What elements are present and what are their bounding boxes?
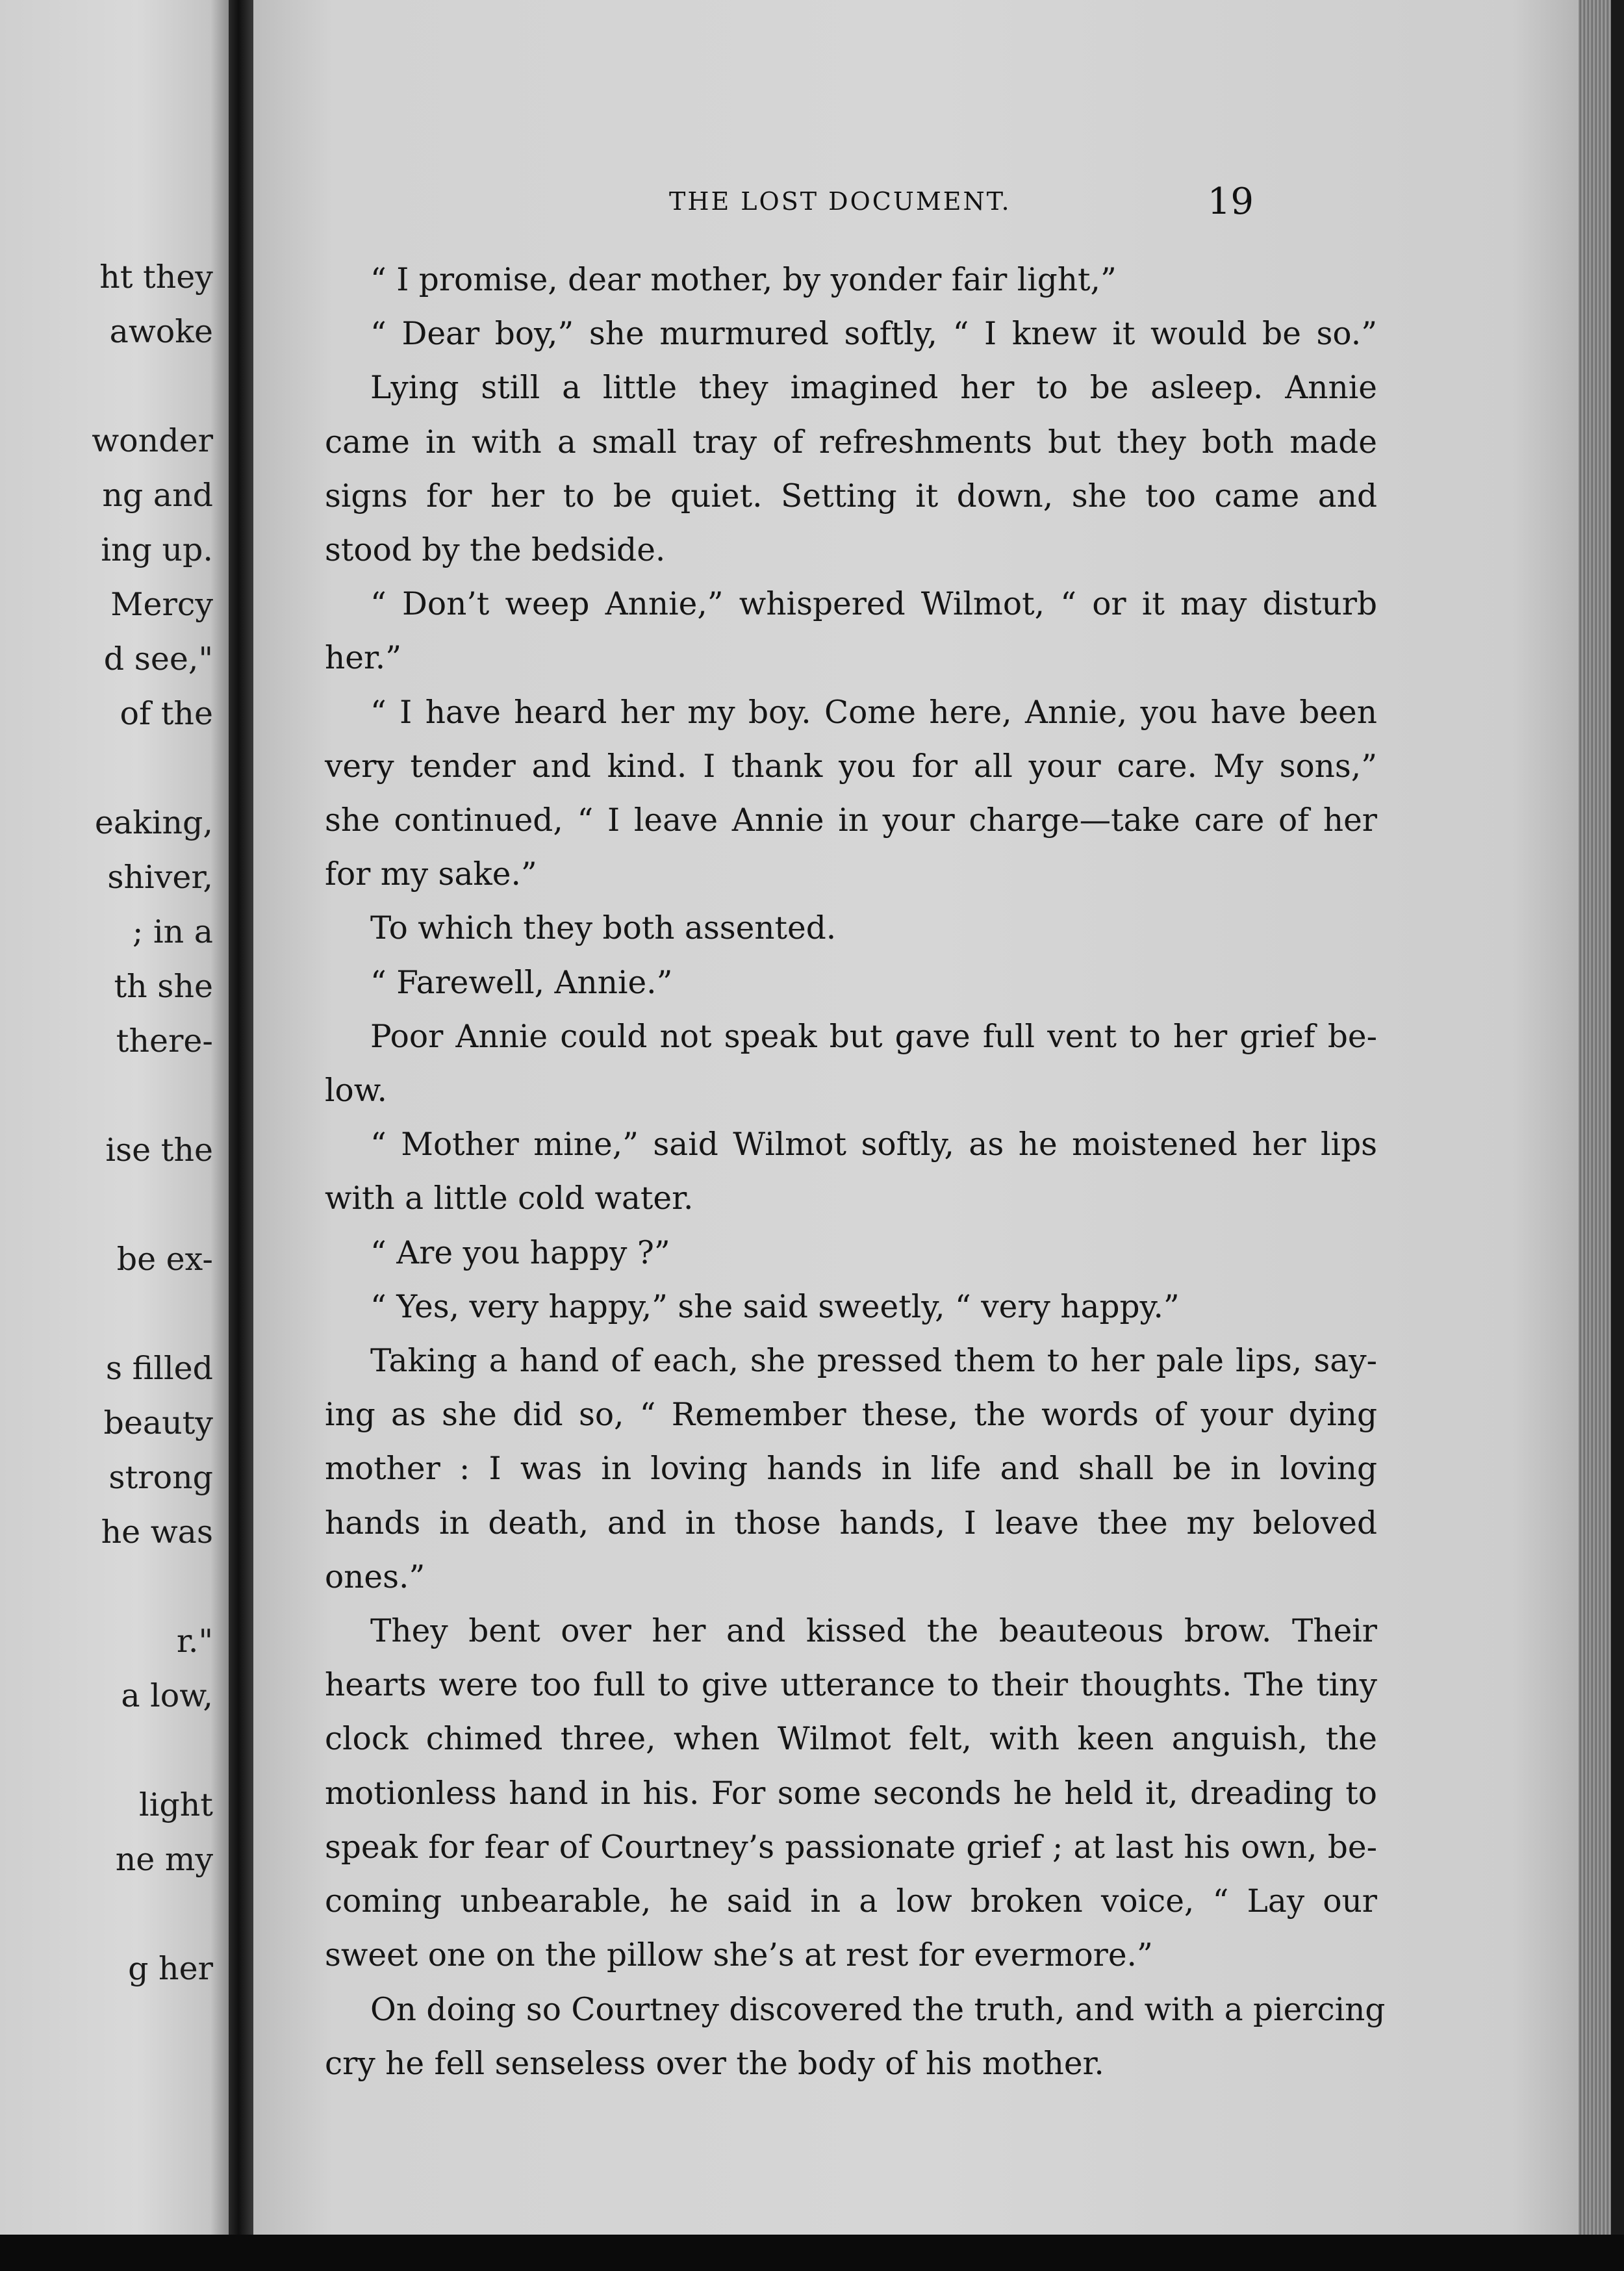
text-line: hearts were too full to give utterance to their thoughts. The tiny	[325, 1667, 1377, 1704]
left-page-fragment: of the	[120, 695, 213, 732]
left-page-fragment: Mercy	[110, 586, 213, 623]
left-page-fragment: th she	[114, 968, 213, 1005]
book-edge-shadow	[1611, 0, 1624, 2271]
text-line: hands in death, and in those hands, I leave thee my beloved	[325, 1504, 1377, 1541]
text-line: To which they both assented.	[370, 910, 837, 947]
text-line: “ I promise, dear mother, by yonder fair light,”	[370, 262, 1117, 298]
text-line: “ Don’t weep Annie,” whispered Wilmot, “ or it may disturb	[370, 586, 1377, 623]
text-line: motionless hand in his. For some seconds he held it, dreading to	[325, 1775, 1377, 1812]
text-line: Lying still a little they imagined her to be asleep. Annie	[370, 370, 1377, 407]
left-page-fragment: there-	[116, 1022, 213, 1059]
text-line: stood by the bedside.	[325, 532, 666, 569]
left-page-fragment: ise the	[105, 1132, 213, 1169]
text-line: her.”	[325, 640, 402, 677]
bottom-shadow	[0, 2235, 1624, 2271]
text-line: “ Yes, very happy,” she said sweetly, “ very happy.”	[370, 1288, 1180, 1325]
text-line: with a little cold water.	[325, 1180, 694, 1217]
text-line: mother : I was in loving hands in life and shall be in loving	[325, 1451, 1377, 1488]
text-line: ones.”	[325, 1558, 425, 1595]
left-page-fragment: ing up.	[101, 531, 213, 568]
text-line: she continued, “ I leave Annie in your charge—take care of her	[325, 802, 1377, 839]
left-page-fragment: wonder	[92, 422, 213, 459]
left-page-fragment: beauty	[103, 1404, 213, 1441]
left-page-fragment: ne my	[115, 1841, 213, 1878]
left-page-fragment: eaking,	[94, 804, 213, 841]
left-page-fragment: s filled	[105, 1350, 213, 1387]
text-line: sweet one on the pillow she’s at rest for evermore.”	[325, 1937, 1153, 1974]
book-gutter	[229, 0, 253, 2271]
text-line: “ Are you happy ?”	[370, 1234, 670, 1271]
left-page-fragment: r."	[176, 1623, 213, 1660]
left-page-fragment: be ex-	[116, 1241, 213, 1278]
text-line: “ I have heard her my boy. Come here, Annie, you have been	[370, 694, 1377, 731]
left-page-fragment: awoke	[109, 313, 213, 350]
left-page-fragment: light	[139, 1786, 213, 1823]
left-page	[0, 0, 229, 2271]
running-head	[416, 181, 1254, 226]
left-page-fragment: a low,	[121, 1677, 213, 1714]
text-line: ing as she did so, “ Remember these, the words of your dying	[325, 1397, 1377, 1434]
left-page-fragment: ; in a	[132, 913, 213, 950]
text-line: They bent over her and kissed the beauteous brow. Their	[370, 1613, 1377, 1650]
left-page-fragment: d see,"	[103, 641, 213, 678]
running-title: THE LOST DOCUMENT.	[669, 187, 1011, 216]
text-line: signs for her to be quiet. Setting it down, she too came and	[325, 477, 1377, 514]
text-line: for my sake.”	[325, 856, 537, 893]
left-page-fragment: he was	[101, 1514, 213, 1551]
left-page-fragment: ng and	[102, 477, 213, 514]
left-page-fragment: g her	[128, 1950, 213, 1987]
text-line: cry he fell senseless over the body of his mother.	[325, 2045, 1104, 2082]
left-page-fragment: ht they	[99, 259, 213, 296]
text-line: Taking a hand of each, she pressed them to her pale lips, say-	[370, 1343, 1377, 1380]
text-line: came in with a small tray of refreshments but they both made	[325, 424, 1377, 461]
text-line: speak for fear of Courtney’s passionate grief ; at last his own, be-	[325, 1829, 1377, 1866]
left-page-fragment: shiver,	[107, 859, 213, 896]
page-number: 19	[1207, 181, 1254, 223]
text-line: clock chimed three, when Wilmot felt, with keen anguish, the	[325, 1721, 1377, 1758]
text-line: “ Farewell, Annie.”	[370, 964, 673, 1001]
text-line: “ Mother mine,” said Wilmot softly, as he moistened her lips	[370, 1126, 1377, 1163]
text-line: very tender and kind. I thank you for all your care. My sons,”	[325, 748, 1377, 785]
left-page-fragment: strong	[108, 1459, 213, 1496]
text-line: coming unbearable, he said in a low broken voice, “ Lay our	[325, 1883, 1377, 1920]
text-line: On doing so Courtney discovered the truth, and with a piercing	[370, 1991, 1386, 2028]
body-text	[325, 253, 1386, 2091]
text-line: “ Dear boy,” she murmured softly, “ I knew it would be so.”	[370, 316, 1377, 353]
text-line: low.	[325, 1072, 387, 1110]
text-line: Poor Annie could not speak but gave full vent to her grief be-	[370, 1018, 1377, 1055]
